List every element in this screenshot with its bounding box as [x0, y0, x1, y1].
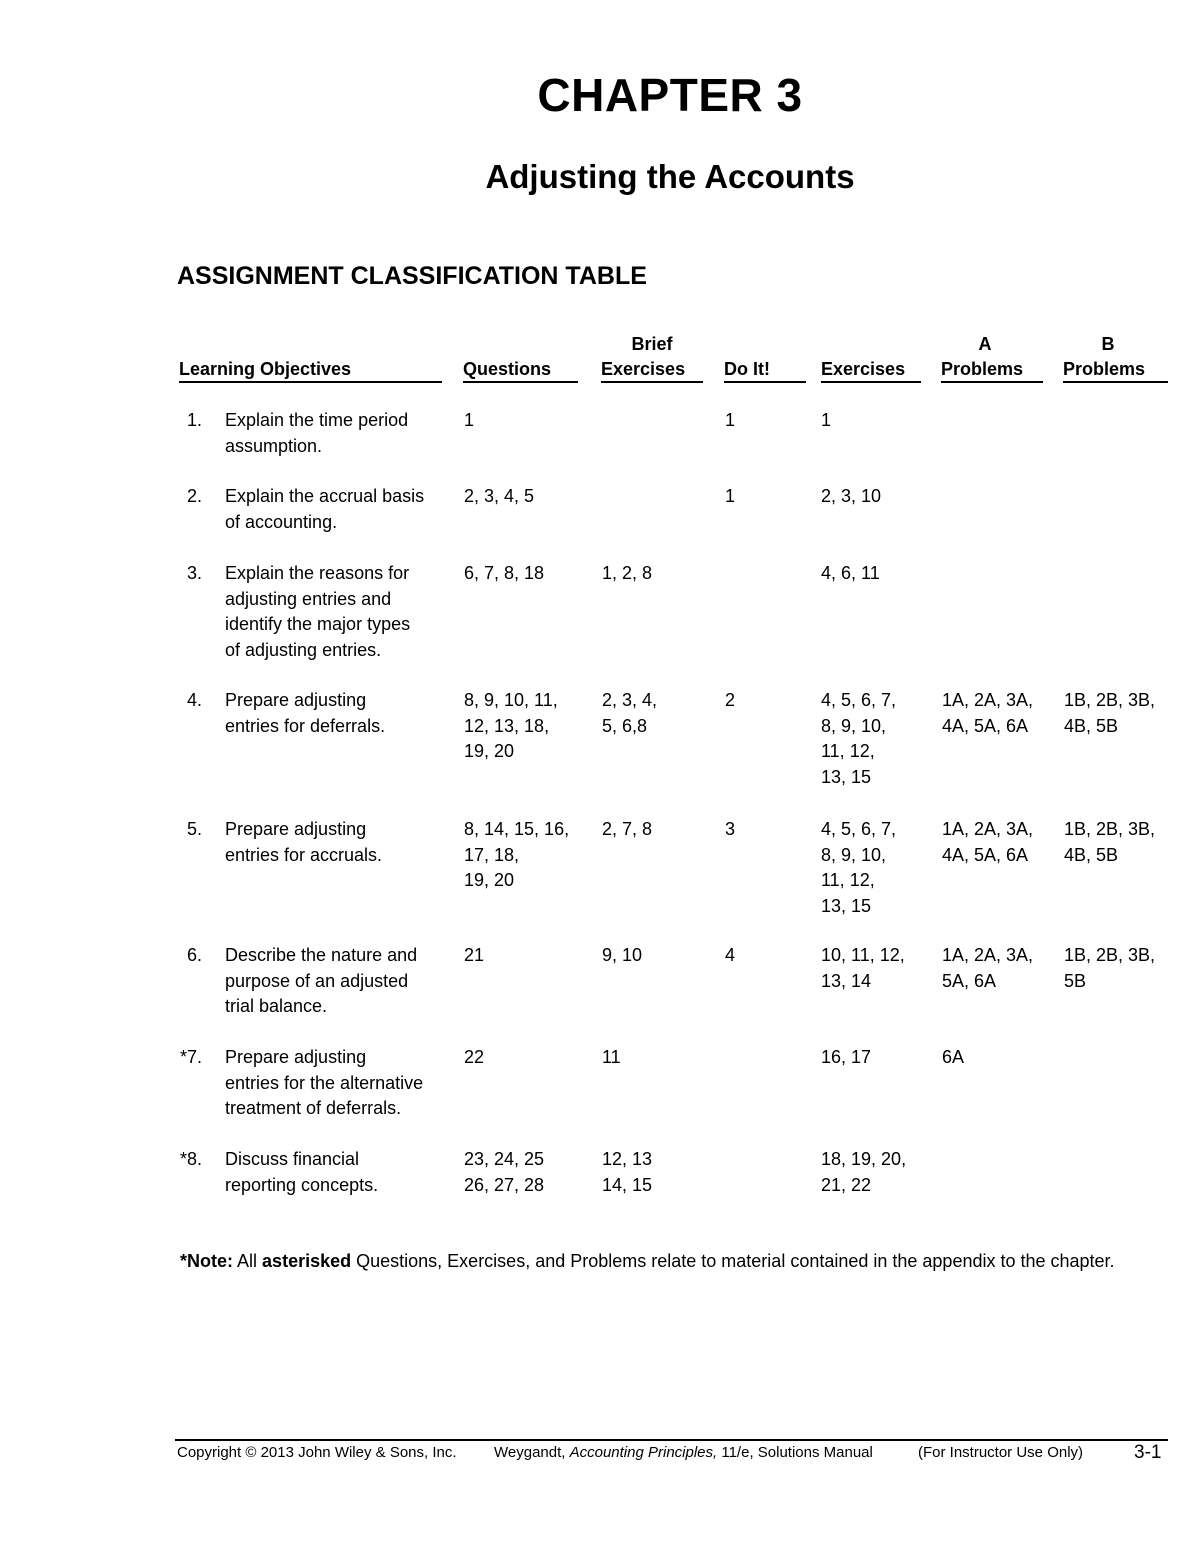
brief-exercises-cell: 11 [602, 1047, 621, 1067]
objective-number: 2. [187, 486, 203, 506]
exercises-cell: 1 [821, 410, 832, 430]
note-pre: All [237, 1251, 258, 1271]
b-problems-cell: 1B, 2B, 3B, 4B, 5B [1064, 819, 1156, 865]
objective-text: Prepare adjusting entries for the alternative treatment of deferrals. [225, 1047, 424, 1118]
footer-divider [175, 1439, 1168, 1441]
footer-author: Weygandt, [494, 1444, 566, 1461]
footer-book-info [494, 1444, 873, 1461]
footer-edition: 11/e, Solutions Manual [721, 1444, 873, 1461]
column-header-b-problems: B Problems [1063, 332, 1168, 382]
objective-text: Prepare adjusting entries for accruals. [225, 819, 383, 865]
a-problems-cell: 6A [942, 1047, 965, 1067]
questions-cell: 23, 24, 25 26, 27, 28 [464, 1149, 545, 1195]
footer-usage: (For Instructor Use Only) [918, 1444, 1084, 1461]
a-problems-cell: 1A, 2A, 3A, 4A, 5A, 6A [942, 690, 1034, 736]
do-it-cell: 4 [725, 945, 736, 965]
objective-text: Discuss financial reporting concepts. [225, 1149, 379, 1195]
header-underline [601, 381, 703, 383]
do-it-cell: 3 [725, 819, 736, 839]
questions-cell: 8, 14, 15, 16, 17, 18, 19, 20 [464, 819, 570, 890]
objective-text: Prepare adjusting entries for deferrals. [225, 690, 386, 736]
brief-exercises-cell: 2, 3, 4, 5, 6,8 [602, 690, 658, 736]
objective-text: Describe the nature and purpose of an adjusted trial balance. [225, 945, 418, 1016]
objective-text: Explain the time period assumption. [225, 410, 409, 456]
column-header-learning-objectives: Learning Objectives [179, 332, 442, 382]
column-header-a-problems: A Problems [941, 332, 1043, 382]
footer-copyright: Copyright © 2013 John Wiley & Sons, Inc. [177, 1444, 457, 1461]
exercises-cell: 16, 17 [821, 1047, 872, 1067]
appendix-note [180, 1248, 1165, 1274]
header-underline [1063, 381, 1168, 383]
objective-number: 3. [187, 563, 203, 583]
footer-book-title: Accounting Principles, [569, 1444, 718, 1461]
objective-number: 4. [187, 690, 203, 710]
objective-number: 5. [187, 819, 203, 839]
questions-cell: 2, 3, 4, 5 [464, 486, 535, 506]
brief-exercises-cell: 1, 2, 8 [602, 563, 653, 583]
do-it-cell: 2 [725, 690, 736, 710]
exercises-cell: 2, 3, 10 [821, 486, 882, 506]
exercises-cell: 10, 11, 12, 13, 14 [821, 945, 905, 991]
header-underline [941, 381, 1043, 383]
chapter-subtitle: Adjusting the Accounts [485, 158, 855, 195]
objective-text: Explain the reasons for adjusting entries and identify the major types of adjusting entries. [225, 563, 411, 660]
exercises-cell: 4, 5, 6, 7, 8, 9, 10, 11, 12, 13, 15 [821, 690, 897, 787]
do-it-cell: 1 [725, 486, 736, 506]
note-label: *Note: [180, 1251, 233, 1271]
header-underline [724, 381, 806, 383]
header-underline [179, 381, 442, 383]
column-header-exercises: Exercises [821, 332, 921, 382]
column-header-do-it: Do It! [724, 332, 806, 382]
a-problems-cell: 1A, 2A, 3A, 5A, 6A [942, 945, 1034, 991]
page-number: 3-1 [1134, 1442, 1162, 1463]
questions-cell: 8, 9, 10, 11, 12, 13, 18, 19, 20 [464, 690, 558, 761]
b-problems-cell: 1B, 2B, 3B, 5B [1064, 945, 1156, 991]
brief-exercises-cell: 12, 13 14, 15 [602, 1149, 653, 1195]
objective-number: *7. [180, 1047, 203, 1067]
objective-number: 1. [187, 410, 203, 430]
brief-exercises-cell: 2, 7, 8 [602, 819, 653, 839]
objective-number: *8. [180, 1149, 203, 1169]
note-emphasis: asterisked [262, 1251, 352, 1271]
column-header-questions: Questions [463, 332, 578, 382]
brief-exercises-cell: 9, 10 [602, 945, 643, 965]
header-underline [821, 381, 921, 383]
exercises-cell: 4, 6, 11 [821, 563, 880, 583]
objective-number: 6. [187, 945, 203, 965]
a-problems-cell: 1A, 2A, 3A, 4A, 5A, 6A [942, 819, 1034, 865]
exercises-cell: 4, 5, 6, 7, 8, 9, 10, 11, 12, 13, 15 [821, 819, 897, 916]
objective-text: Explain the accrual basis of accounting. [225, 486, 425, 532]
note-text: Questions, Exercises, and Problems relate to material contained in the appendix to the chapter. [356, 1251, 1115, 1271]
questions-cell: 22 [464, 1047, 485, 1067]
questions-cell: 6, 7, 8, 18 [464, 563, 545, 583]
do-it-cell: 1 [725, 410, 736, 430]
header-underline [463, 381, 578, 383]
b-problems-cell: 1B, 2B, 3B, 4B, 5B [1064, 690, 1156, 736]
column-header-brief-exercises: Brief Exercises [601, 332, 703, 382]
chapter-title: CHAPTER 3 [537, 69, 803, 121]
exercises-cell: 18, 19, 20, 21, 22 [821, 1149, 907, 1195]
table-heading: ASSIGNMENT CLASSIFICATION TABLE [177, 262, 647, 290]
questions-cell: 1 [464, 410, 475, 430]
questions-cell: 21 [464, 945, 485, 965]
